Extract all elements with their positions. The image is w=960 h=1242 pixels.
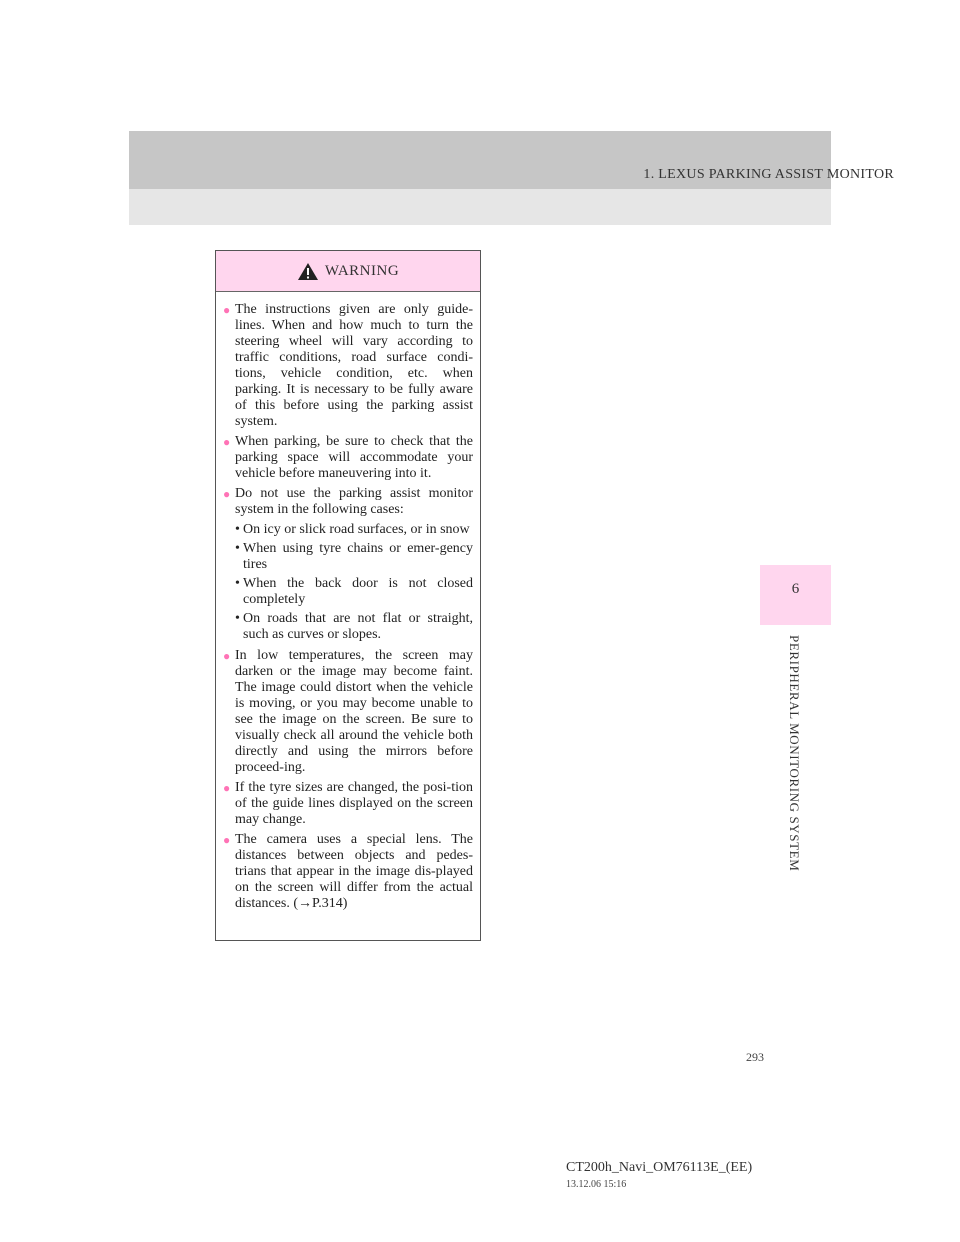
warning-item-text: In low temperatures, the screen may darken or the image may become faint. The image could distort when the vehicle is moving, or you may become unable to see the image on the screen. Be sure to visually check all around the vehicle both directly and using the mirrors before proceed-ing. — [235, 648, 473, 775]
warning-title: WARNING — [324, 262, 400, 279]
warning-subitem-text: On roads that are not flat or straight, such as curves or slopes. — [243, 611, 473, 642]
document-date: 13.12.06 15:16 — [566, 1179, 627, 1190]
section-title: 1. LEXUS PARKING ASSIST MONITOR — [643, 167, 894, 182]
warning-subitem — [223, 611, 473, 643]
page-number: 293 — [746, 1050, 764, 1064]
warning-item — [223, 302, 473, 430]
bullet-icon: ● — [223, 649, 231, 663]
warning-subitem-text: On icy or slick road surfaces, or in snow — [243, 522, 470, 537]
warning-triangle-icon — [297, 262, 319, 281]
warning-subitem-text: When using tyre chains or emer-gency tires — [243, 541, 473, 572]
bullet-icon: ● — [223, 435, 231, 449]
warning-item-text: If the tyre sizes are changed, the posi-tion of the guide lines displayed on the screen may change. — [235, 780, 473, 827]
warning-item-text: When parking, be sure to check that the parking space will accommodate your vehicle before maneuvering into it. — [235, 434, 473, 481]
document-id: CT200h_Navi_OM76113E_(EE) — [566, 1160, 753, 1175]
warning-box — [215, 250, 481, 941]
warning-body — [216, 292, 480, 912]
warning-item — [223, 434, 473, 482]
chapter-number: 6 — [791, 581, 800, 597]
bullet-icon: ● — [223, 781, 231, 795]
warning-item — [223, 486, 473, 518]
warning-item-text: The instructions given are only guide-lines. When and how much to turn the steering wheel will vary according to traffic conditions, road surface condi-tions, vehicle condition, etc. when parking. It is necessary to be fully aware of this before using the parking assist system. — [235, 302, 473, 429]
warning-item — [223, 832, 473, 912]
warning-item — [223, 648, 473, 776]
bullet-icon: ● — [223, 487, 231, 501]
sub-bullet: • — [235, 541, 240, 556]
header-subbar — [129, 189, 831, 225]
chapter-side-label: PERIPHERAL MONITORING SYSTEM — [787, 635, 802, 872]
warning-item-text: The camera uses a special lens. The distances between objects and pedes-trians that appear in the image dis-played on the screen will differ from the actual distances. (→P.314) — [235, 832, 473, 911]
warning-item-text: Do not use the parking assist monitor system in the following cases: — [235, 486, 473, 517]
warning-subitem-text: When the back door is not closed completely — [243, 576, 473, 607]
warning-subitem — [223, 576, 473, 608]
warning-subitem — [223, 522, 473, 538]
warning-header — [216, 251, 480, 292]
bullet-icon: ● — [223, 833, 231, 847]
bullet-icon: ● — [223, 303, 231, 317]
sub-bullet: • — [235, 522, 240, 537]
sub-bullet: • — [235, 611, 240, 626]
warning-subitem — [223, 541, 473, 573]
sub-bullet: • — [235, 576, 240, 591]
warning-item — [223, 780, 473, 828]
